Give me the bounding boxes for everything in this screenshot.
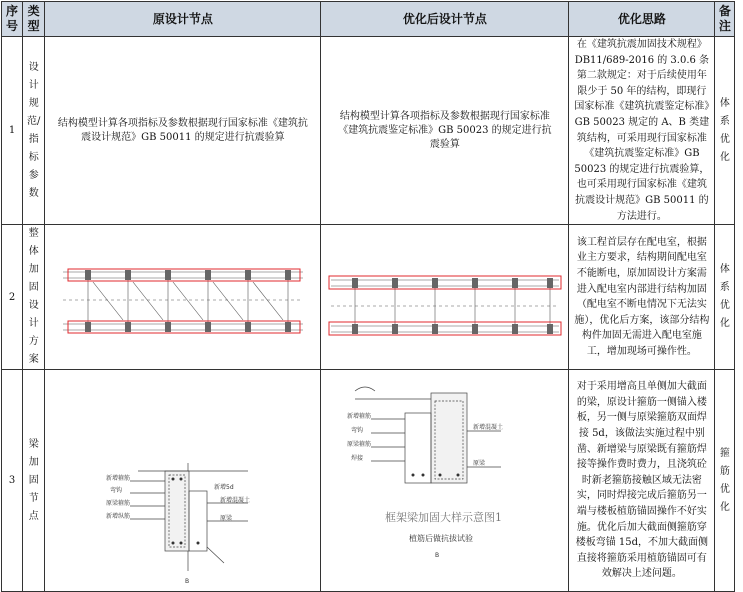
original-plan-image [48, 242, 318, 352]
section-label: B [434, 551, 439, 559]
figure-title: 框架梁加固大样示意图1 [384, 510, 502, 524]
table-row [2, 225, 735, 370]
table-row [2, 370, 735, 592]
header-note: 备注 [715, 2, 735, 37]
section-label: B [184, 577, 189, 585]
figure-subtitle: 植筋后做抗拔试验 [408, 533, 473, 543]
optimization-idea: 该工程首层存在配电室，根据业主方要求，结构期间配电室不能断电，原加固设计方案需进入配电室内部进行结构加固（配电室不断电情况下无法实施），优化后方案，该部分结构构件加固无需进入配电室施工，增加现场可操作性。 [569, 225, 715, 370]
label-left-3: 原梁箍筋 [105, 499, 130, 507]
optimization-idea: 对于采用增高且单侧加大截面的梁，原设计箍筋一侧锚入楼板，另一侧与原梁箍筋双面焊接 5d，该做法实施过程中别凿、新增梁与原梁既有箍筋焊接等操作费时费力，且浇筑砼时新老箍筋接触区域无法密实，同时焊接完成后箍筋另一端与楼板植筋锚固操作不好实施。优化后加大截面侧箍筋穿楼板弯锚 15d，不加大截面侧直接将箍筋采用植筋锚固可有效解决上述问题。 [569, 370, 715, 592]
optimized-beam-detail [321, 370, 569, 592]
header-type: 类型 [23, 2, 45, 37]
row-number: 1 [2, 37, 23, 225]
label-left-4: 新增纵筋 [105, 512, 130, 520]
label-left-2: 弯钩 [350, 426, 363, 434]
row-type: 整体加固设计方案 [23, 225, 45, 370]
label-right-1: 新增混凝土 [219, 496, 250, 504]
label-right-1: 新增混凝土 [472, 423, 503, 431]
label-left-1: 新增箍筋 [346, 412, 371, 420]
header-idea: 优化思路 [569, 2, 715, 37]
label-right-2: 原梁 [472, 459, 485, 467]
optimization-idea: 在《建筑抗震加固技术规程》DB11/689-2016 的 3.0.6 条第二款规定：对于后续使用年限少于 50 年的结构，即现行国家标准《建筑抗震鉴定标准》GB 50023 规定的 A、B 类建筑结构，可采用现行国家标准《建筑抗震鉴定标准》GB 50023 的规定进行抗震验算，也可采用现行国家标准《建筑抗震设计规范》GB 50011 的方法进行。 [569, 37, 715, 225]
label-left-3: 原梁箍筋 [346, 440, 371, 448]
label-left-5: 焊接 [350, 454, 363, 462]
row-note: 体系优化 [715, 225, 735, 370]
dimension-label: 新增5d [213, 483, 234, 491]
header-no: 序号 [2, 2, 23, 37]
original-beam-detail [45, 370, 321, 592]
optimized-description: 结构模型计算各项指标及参数根据现行国家标准《建筑抗震鉴定标准》GB 50023 的规定进行抗震验算 [321, 37, 569, 225]
optimized-plan-image [325, 242, 565, 352]
original-description: 结构模型计算各项指标及参数根据现行国家标准《建筑抗震设计规范》GB 50011 的规定进行抗震验算 [45, 37, 321, 225]
row-type: 梁加固节点 [23, 370, 45, 592]
label-left-2: 弯钩 [109, 486, 122, 494]
optimized-beam-image [325, 371, 565, 591]
row-number: 2 [2, 225, 23, 370]
original-beam-image [48, 371, 318, 591]
row-number: 3 [2, 370, 23, 592]
original-plan-drawing [45, 225, 321, 370]
row-type: 设计规范/指标参数 [23, 37, 45, 225]
header-original: 原设计节点 [45, 2, 321, 37]
row-note: 箍筋优化 [715, 370, 735, 592]
row-note: 体系优化 [715, 37, 735, 225]
optimization-table [1, 1, 735, 592]
label-left-1: 新增箍筋 [105, 474, 130, 482]
header-row [2, 2, 735, 37]
table-row [2, 37, 735, 225]
label-right-2: 原梁 [219, 514, 232, 522]
header-optimized: 优化后设计节点 [321, 2, 569, 37]
optimized-plan-drawing [321, 225, 569, 370]
